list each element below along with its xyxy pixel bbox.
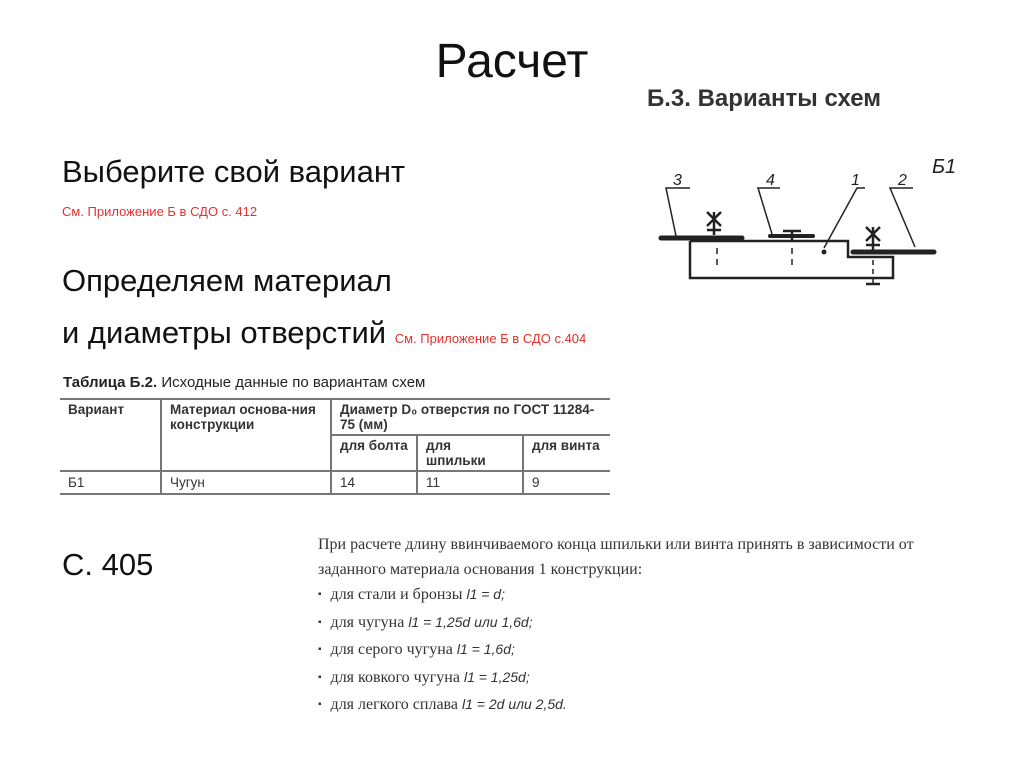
table-row: [60, 471, 610, 494]
cell-screw: 9: [523, 471, 610, 494]
header-diameter: Диаметр D₀ отверстия по ГОСТ 11284-75 (мм): [331, 399, 610, 435]
scheme-diagram: [640, 150, 980, 300]
note-item: ▪ для легкого сплава l1 = 2d или 2,5d.: [318, 692, 958, 720]
table-caption-number: Таблица Б.2.: [63, 374, 158, 391]
note-item: ▪ для серого чугуна l1 = 1,6d;: [318, 637, 958, 665]
callout-2: 2: [898, 172, 907, 189]
slide-title: Расчет: [435, 35, 589, 88]
variant-label: Б1: [932, 156, 957, 178]
callout-1: 1: [851, 172, 860, 189]
table-caption: [63, 374, 425, 391]
header-variant: Вариант: [60, 399, 161, 471]
note-item: ▪ для стали и бронзы l1 = d;: [318, 582, 958, 610]
note-list: [318, 582, 958, 720]
cell-bolt: 14: [331, 471, 417, 494]
variants-table: [60, 398, 610, 495]
header-stud: для шпильки: [417, 435, 523, 471]
heading-diameters: [62, 315, 586, 351]
callout-4: 4: [766, 172, 775, 189]
header-bolt: для болта: [331, 435, 417, 471]
note-item: ▪ для чугуна l1 = 1,25d или 1,6d;: [318, 610, 958, 638]
note-item: ▪ для ковкого чугуна l1 = 1,25d;: [318, 665, 958, 693]
callout-3: 3: [673, 172, 682, 189]
header-screw: для винта: [523, 435, 610, 471]
header-material: Материал основа-ния конструкции: [161, 399, 331, 471]
cell-material: Чугун: [161, 471, 331, 494]
scheme-title: Б.3. Варианты схем: [647, 85, 882, 112]
part-1-dot: [822, 250, 826, 254]
cell-stud: 11: [417, 471, 523, 494]
heading-material: Определяем материал: [62, 263, 392, 298]
heading-choose-variant: Выберите свой вариант: [62, 154, 406, 189]
table-caption-text: Исходные данные по вариантам схем: [161, 374, 426, 391]
heading-diameters-text: и диаметры отверстий: [62, 315, 387, 350]
reference-choose: См. Приложение Б в СДО с. 412: [62, 204, 258, 219]
note-intro: При расчете длину ввинчиваемого конца шпильки или винта принять в зависимости от заданного материала основания 1 конструкции:: [318, 536, 914, 578]
reference-material: См. Приложение Б в СДО с.404: [394, 331, 587, 346]
page-reference: С. 405: [62, 547, 154, 582]
thread-length-note: [318, 533, 958, 720]
cell-variant: Б1: [60, 471, 161, 494]
